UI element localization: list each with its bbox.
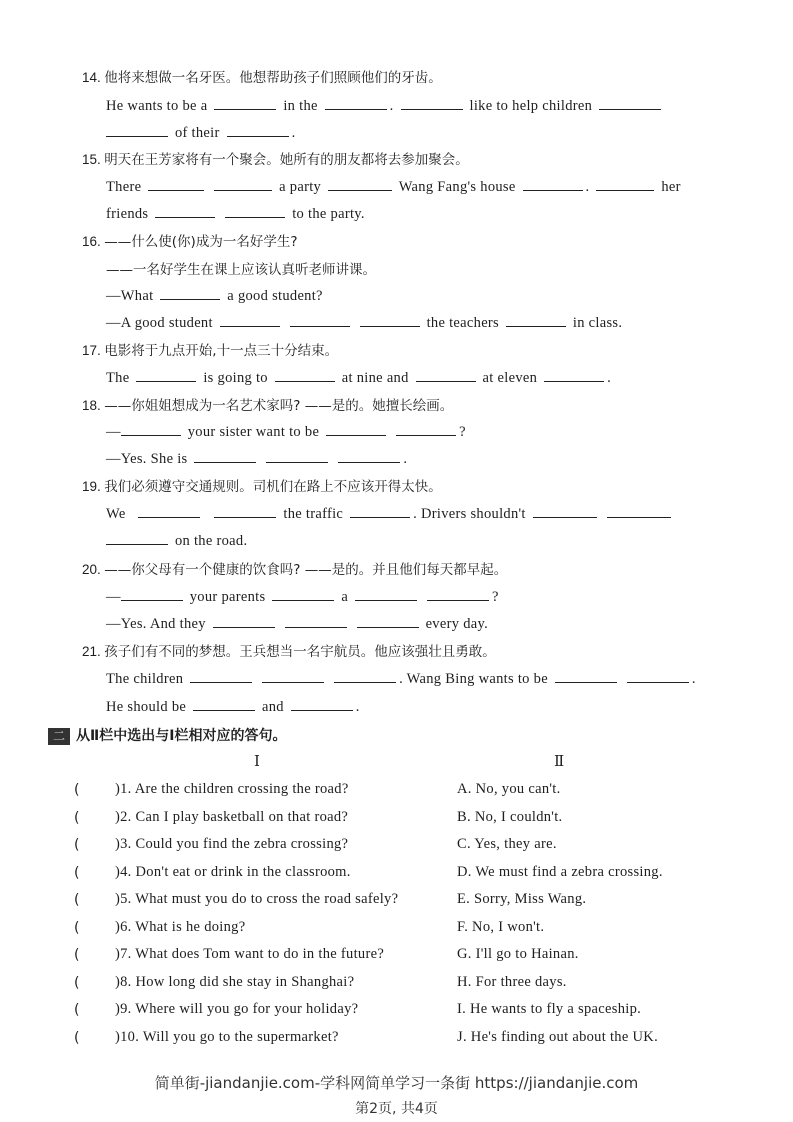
match-answer: H. For three days. [457, 973, 567, 990]
answer-line [106, 312, 622, 332]
text: We [106, 506, 126, 522]
blank[interactable] [544, 367, 604, 382]
match-question: )7. What does Tom want to do in the future? [115, 946, 385, 962]
question-number: 20. [82, 562, 101, 577]
answer-line [106, 367, 611, 387]
match-question: )2. Can I play basketball on that road? [115, 808, 349, 825]
match-question: )10. Will you go to the supermarket? [115, 1028, 339, 1045]
blank[interactable] [136, 367, 196, 382]
text: is going to [203, 370, 268, 386]
blank[interactable] [262, 668, 324, 683]
question-chinese: 他将来想做一名牙医。他想帮助孩子们照顾他们的牙齿。 [104, 70, 442, 86]
text: every day. [425, 616, 489, 632]
answer-paren[interactable]: ( [74, 892, 80, 908]
text: her [661, 179, 681, 195]
blank[interactable] [160, 285, 220, 300]
answer-line [106, 503, 674, 523]
blank[interactable] [533, 503, 597, 518]
blank[interactable] [427, 586, 489, 601]
answer-line [106, 176, 681, 196]
blank[interactable] [138, 503, 200, 518]
blank[interactable] [357, 613, 419, 628]
blank[interactable] [360, 312, 420, 327]
answer-paren[interactable]: ( [74, 809, 80, 826]
blank[interactable] [401, 95, 463, 110]
answer-line [106, 696, 360, 716]
answer-paren[interactable]: ( [74, 864, 80, 881]
text: ? [459, 424, 466, 440]
text: a party [279, 179, 322, 195]
answer-line [106, 448, 407, 468]
blank[interactable] [214, 95, 276, 110]
blank[interactable] [121, 586, 183, 601]
answer-paren[interactable]: ( [74, 974, 80, 991]
text: in the [283, 98, 318, 114]
text: He should be [106, 699, 187, 715]
text: the teachers [426, 315, 499, 331]
text: . [607, 370, 612, 386]
blank[interactable] [326, 421, 386, 436]
question-number: 21. [82, 644, 101, 659]
text: — [106, 424, 121, 440]
text: . Wang Bing wants to be [399, 671, 548, 687]
question-14 [82, 66, 442, 87]
text: —Yes. And they [106, 616, 206, 632]
question-18 [82, 394, 453, 415]
blank[interactable] [121, 421, 181, 436]
answer-paren[interactable]: ( [74, 837, 80, 853]
question-19 [82, 475, 442, 496]
question-chinese-answer: ——一名好学生在课上应该认真听老师讲课。 [106, 262, 376, 278]
text: . Drivers shouldn't [413, 506, 526, 522]
answer-paren[interactable]: ( [74, 1002, 80, 1018]
question-number: 15. [82, 152, 101, 167]
text: a [341, 589, 349, 605]
blank[interactable] [193, 696, 255, 711]
question-17 [82, 339, 338, 360]
text: ? [491, 589, 499, 605]
match-answer: E. Sorry, Miss Wang. [457, 891, 587, 907]
blank[interactable] [220, 312, 280, 327]
question-chinese: 电影将于九点开始,十一点三十分结束。 [104, 343, 339, 359]
blank[interactable] [506, 312, 566, 327]
blank[interactable] [416, 367, 476, 382]
match-answer: G. I'll go to Hainan. [457, 946, 579, 962]
blank[interactable] [225, 203, 285, 218]
answer-paren[interactable]: ( [74, 1029, 80, 1046]
match-answer: A. No, you can't. [457, 781, 561, 797]
match-answer: C. Yes, they are. [457, 836, 557, 852]
answer-line [106, 95, 664, 115]
text: in class. [572, 315, 623, 331]
blank[interactable] [396, 421, 456, 436]
question-number: 14. [82, 70, 101, 85]
answer-line [106, 530, 247, 550]
text: at nine and [341, 370, 409, 386]
match-answer: B. No, I couldn't. [457, 808, 563, 825]
match-question: )8. How long did she stay in Shanghai? [115, 973, 355, 990]
answer-line [106, 586, 499, 606]
text: of their [174, 125, 220, 141]
text: —What [106, 288, 154, 304]
blank[interactable] [523, 176, 583, 191]
blank[interactable] [148, 176, 204, 191]
blank[interactable] [190, 668, 252, 683]
text: . [403, 451, 408, 467]
text: There [106, 179, 142, 195]
question-15 [82, 148, 469, 169]
match-answer: I. He wants to fly a spaceship. [457, 1001, 642, 1017]
question-chinese: ——你父母有一个健康的饮食吗? ——是的。并且他们每天都早起。 [104, 562, 508, 578]
answer-line [106, 122, 296, 142]
section-title: 从Ⅱ栏中选出与Ⅰ栏相对应的答句。 [76, 728, 287, 744]
answer-line [106, 613, 488, 633]
text: . [355, 699, 360, 715]
text: — [106, 589, 121, 605]
text: . [291, 125, 296, 141]
question-16 [82, 230, 297, 251]
blank[interactable] [334, 668, 396, 683]
blank[interactable] [155, 203, 215, 218]
match-answer: F. No, I won't. [457, 918, 545, 935]
text: your parents [189, 589, 266, 605]
match-answer: J. He's finding out about the UK. [457, 1028, 658, 1045]
question-21 [82, 640, 496, 661]
text: The children [106, 671, 184, 687]
text: to the party. [292, 206, 365, 222]
question-number: 18. [82, 398, 101, 413]
answer-line [106, 668, 696, 688]
text: a good student? [227, 288, 323, 304]
text: The [106, 370, 130, 386]
blank[interactable] [275, 367, 335, 382]
text: —A good student [106, 315, 213, 331]
blank[interactable] [290, 312, 350, 327]
answer-line [106, 285, 323, 305]
blank[interactable] [555, 668, 617, 683]
blank[interactable] [227, 122, 289, 137]
blank[interactable] [596, 176, 654, 191]
blank[interactable] [291, 696, 353, 711]
match-answer: D. We must find a zebra crossing. [457, 863, 663, 880]
blank[interactable] [599, 95, 661, 110]
text: . [691, 671, 696, 687]
match-question: )9. Where will you go for your holiday? [115, 1001, 359, 1017]
text: the traffic [283, 506, 344, 522]
question-20 [82, 558, 507, 579]
question-chinese: ——什么使(你)成为一名好学生? [104, 234, 298, 250]
blank[interactable] [213, 613, 275, 628]
match-question: )4. Don't eat or drink in the classroom. [115, 863, 351, 880]
blank[interactable] [106, 530, 168, 545]
answer-paren[interactable]: ( [74, 919, 80, 936]
blank[interactable] [285, 613, 347, 628]
blank[interactable] [106, 122, 168, 137]
text: friends [106, 206, 149, 222]
text: He wants to be a [106, 98, 208, 114]
blank[interactable] [266, 448, 328, 463]
question-number: 17. [82, 343, 101, 358]
answer-paren[interactable]: ( [74, 947, 80, 963]
answer-line [106, 421, 466, 441]
blank[interactable] [350, 503, 410, 518]
watermark: 简单街-jiandanjie.com-学科网简单学习一条街 https://jiandanjie.com [154, 1074, 639, 1092]
question-chinese: ——你姐姐想成为一名艺术家吗? ——是的。她擅长绘画。 [104, 398, 454, 414]
text: at eleven [482, 370, 538, 386]
column-head-2: Ⅱ [554, 752, 565, 770]
blank[interactable] [214, 503, 276, 518]
text: like to help children [469, 98, 593, 114]
question-number: 19. [82, 479, 101, 494]
question-chinese: 明天在王芳家将有一个聚会。她所有的朋友都将去参加聚会。 [104, 152, 469, 168]
blank[interactable] [328, 176, 392, 191]
question-number: 16. [82, 234, 101, 249]
match-question: )3. Could you find the zebra crossing? [115, 836, 349, 852]
section-badge: 二 [48, 728, 70, 745]
match-question: )1. Are the children crossing the road? [115, 781, 349, 797]
blank[interactable] [627, 668, 689, 683]
text: your sister want to be [187, 424, 320, 440]
question-chinese: 我们必须遵守交通规则。司机们在路上不应该开得太快。 [104, 479, 442, 495]
page-number: 第2页, 共4页 [355, 1101, 438, 1117]
answer-paren[interactable]: ( [74, 782, 80, 798]
blank[interactable] [355, 586, 417, 601]
text: —Yes. She is [106, 451, 188, 467]
text: . [389, 98, 394, 114]
blank[interactable] [194, 448, 256, 463]
column-head-1: Ⅰ [254, 752, 260, 770]
blank[interactable] [272, 586, 334, 601]
text: Wang Fang's house [398, 179, 516, 195]
section-header [48, 725, 286, 745]
match-question: )6. What is he doing? [115, 918, 246, 935]
blank[interactable] [214, 176, 272, 191]
question-chinese: 孩子们有不同的梦想。王兵想当一名宇航员。他应该强壮且勇敢。 [104, 644, 496, 660]
blank[interactable] [338, 448, 400, 463]
text: and [262, 699, 284, 715]
text: . [585, 179, 590, 195]
text: on the road. [174, 533, 248, 549]
answer-line [106, 203, 365, 223]
blank[interactable] [325, 95, 387, 110]
blank[interactable] [607, 503, 671, 518]
match-question: )5. What must you do to cross the road safely? [115, 891, 399, 907]
